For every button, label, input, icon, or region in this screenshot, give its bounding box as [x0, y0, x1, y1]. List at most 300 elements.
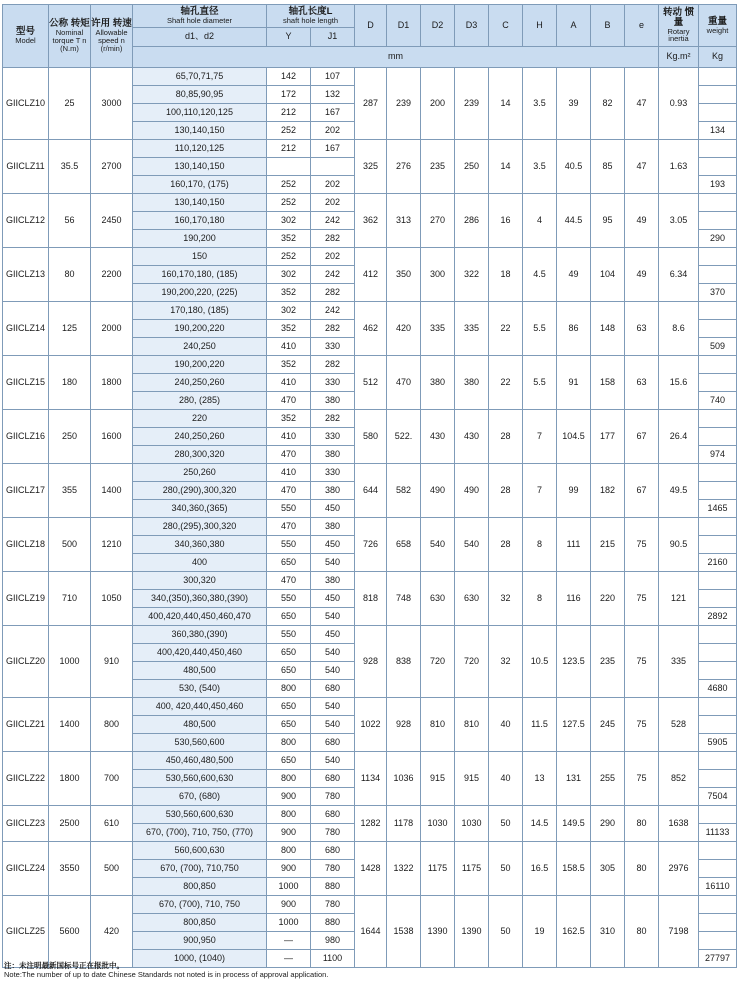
cell-len-j1 [311, 158, 355, 176]
cell-weight-empty [699, 374, 737, 392]
cell-bore-diameter: 280,(290),300,320 [133, 482, 267, 500]
cell-len-y: 410 [267, 428, 311, 446]
cell-a: 162.5 [557, 896, 591, 968]
cell-bore-diameter: 480,500 [133, 716, 267, 734]
cell-bore-diameter: 530,560,600 [133, 734, 267, 752]
table-row [3, 356, 737, 374]
cell-len-y: — [267, 950, 311, 968]
col-e: e [625, 5, 659, 47]
cell-len-j1: 540 [311, 608, 355, 626]
cell-speed: 2000 [91, 302, 133, 356]
cell-len-y: 470 [267, 392, 311, 410]
cell-d1: 420 [387, 302, 421, 356]
cell-weight-empty [699, 770, 737, 788]
cell-len-j1: 540 [311, 752, 355, 770]
cell-weight: 740 [699, 392, 737, 410]
cell-len-j1: 540 [311, 554, 355, 572]
cell-d1: 1036 [387, 752, 421, 806]
cell-c: 50 [489, 842, 523, 896]
cell-len-y: 650 [267, 662, 311, 680]
cell-d3: 335 [455, 302, 489, 356]
cell-len-y: 470 [267, 572, 311, 590]
cell-len-y: 900 [267, 788, 311, 806]
cell-weight-empty [699, 698, 737, 716]
cell-speed: 1400 [91, 464, 133, 518]
cell-model: GIICLZ11 [3, 140, 49, 194]
cell-torque: 2500 [49, 806, 91, 842]
cell-weight: 7504 [699, 788, 737, 806]
cell-a: 149.5 [557, 806, 591, 842]
cell-e: 80 [625, 896, 659, 968]
cell-d1: 350 [387, 248, 421, 302]
cell-d1: 470 [387, 356, 421, 410]
cell-len-y: 650 [267, 554, 311, 572]
cell-e: 67 [625, 464, 659, 518]
cell-model: GIICLZ10 [3, 68, 49, 140]
table-row [3, 572, 737, 590]
cell-weight-empty [699, 86, 737, 104]
col-D3: D3 [455, 5, 489, 47]
cell-d: 325 [355, 140, 387, 194]
cell-c: 40 [489, 752, 523, 806]
cell-d2: 430 [421, 410, 455, 464]
cell-weight: 5905 [699, 734, 737, 752]
unit-mm: mm [133, 47, 659, 68]
cell-torque: 500 [49, 518, 91, 572]
cell-weight-empty [699, 752, 737, 770]
cell-len-j1: 680 [311, 734, 355, 752]
table-row [3, 68, 737, 86]
cell-model: GIICLZ16 [3, 410, 49, 464]
cell-weight-empty [699, 68, 737, 86]
cell-torque: 355 [49, 464, 91, 518]
cell-len-y: 212 [267, 140, 311, 158]
cell-speed: 1050 [91, 572, 133, 626]
cell-b: 158 [591, 356, 625, 410]
cell-bore-diameter: 670, (700), 710,750 [133, 860, 267, 878]
cell-d1: 838 [387, 626, 421, 698]
cell-d3: 490 [455, 464, 489, 518]
cell-weight-empty [699, 518, 737, 536]
cell-weight-empty [699, 896, 737, 914]
cell-h: 14.5 [523, 806, 557, 842]
cell-model: GIICLZ12 [3, 194, 49, 248]
cell-d3: 322 [455, 248, 489, 302]
cell-len-j1: 540 [311, 662, 355, 680]
cell-bore-diameter: 530, (540) [133, 680, 267, 698]
cell-d2: 200 [421, 68, 455, 140]
cell-len-y: 470 [267, 518, 311, 536]
cell-len-j1: 167 [311, 104, 355, 122]
cell-len-y: 470 [267, 446, 311, 464]
cell-len-j1: 330 [311, 338, 355, 356]
cell-h: 5.5 [523, 302, 557, 356]
table-row [3, 698, 737, 716]
cell-d1: 928 [387, 698, 421, 752]
cell-weight-empty [699, 482, 737, 500]
table-row [3, 140, 737, 158]
cell-d1: 748 [387, 572, 421, 626]
cell-d: 818 [355, 572, 387, 626]
cell-len-y: 800 [267, 842, 311, 860]
cell-weight-empty [699, 644, 737, 662]
cell-d3: 250 [455, 140, 489, 194]
cell-d: 1282 [355, 806, 387, 842]
cell-weight-empty [699, 104, 737, 122]
cell-bore-diameter: 900,950 [133, 932, 267, 950]
cell-bore-diameter: 65,70,71,75 [133, 68, 267, 86]
cell-len-j1: 450 [311, 536, 355, 554]
cell-a: 49 [557, 248, 591, 302]
cell-len-j1: 780 [311, 860, 355, 878]
cell-torque: 5600 [49, 896, 91, 968]
cell-len-j1: 380 [311, 392, 355, 410]
spec-table-body [3, 68, 737, 968]
cell-b: 235 [591, 626, 625, 698]
cell-torque: 56 [49, 194, 91, 248]
cell-inertia: 1.63 [659, 140, 699, 194]
cell-bore-diameter: 190,200,220, (225) [133, 284, 267, 302]
cell-model: GIICLZ19 [3, 572, 49, 626]
cell-d: 287 [355, 68, 387, 140]
cell-e: 75 [625, 752, 659, 806]
cell-len-j1: 1100 [311, 950, 355, 968]
cell-len-y: 650 [267, 608, 311, 626]
cell-d1: 239 [387, 68, 421, 140]
cell-inertia: 121 [659, 572, 699, 626]
cell-torque: 250 [49, 410, 91, 464]
cell-model: GIICLZ22 [3, 752, 49, 806]
cell-c: 28 [489, 410, 523, 464]
table-row [3, 896, 737, 914]
cell-torque: 125 [49, 302, 91, 356]
cell-h: 10.5 [523, 626, 557, 698]
cell-len-y: 352 [267, 284, 311, 302]
cell-c: 14 [489, 140, 523, 194]
cell-inertia: 2976 [659, 842, 699, 896]
cell-len-y: 252 [267, 122, 311, 140]
cell-inertia: 8.6 [659, 302, 699, 356]
cell-bore-diameter: 250,260 [133, 464, 267, 482]
cell-bore-diameter: 670, (680) [133, 788, 267, 806]
cell-d2: 490 [421, 464, 455, 518]
cell-weight: 290 [699, 230, 737, 248]
coupling-spec-table [2, 4, 737, 968]
cell-len-j1: 680 [311, 680, 355, 698]
cell-c: 32 [489, 572, 523, 626]
cell-c: 14 [489, 68, 523, 140]
cell-len-y: 352 [267, 230, 311, 248]
cell-weight: 1465 [699, 500, 737, 518]
cell-d2: 335 [421, 302, 455, 356]
cell-torque: 35.5 [49, 140, 91, 194]
table-row [3, 842, 737, 860]
cell-b: 310 [591, 896, 625, 968]
cell-bore-diameter: 110,120,125 [133, 140, 267, 158]
cell-len-j1: 107 [311, 68, 355, 86]
cell-h: 7 [523, 410, 557, 464]
cell-weight-empty [699, 302, 737, 320]
cell-h: 3.5 [523, 140, 557, 194]
cell-len-j1: 132 [311, 86, 355, 104]
cell-len-j1: 282 [311, 230, 355, 248]
cell-len-j1: 380 [311, 482, 355, 500]
cell-a: 131 [557, 752, 591, 806]
cell-h: 3.5 [523, 68, 557, 140]
cell-len-j1: 330 [311, 374, 355, 392]
cell-len-y: 302 [267, 212, 311, 230]
cell-weight: 2892 [699, 608, 737, 626]
cell-d: 412 [355, 248, 387, 302]
cell-bore-diameter: 670, (700), 710, 750 [133, 896, 267, 914]
cell-bore-diameter: 150 [133, 248, 267, 266]
cell-b: 82 [591, 68, 625, 140]
cell-len-y: 172 [267, 86, 311, 104]
cell-torque: 180 [49, 356, 91, 410]
cell-d3: 720 [455, 626, 489, 698]
cell-a: 158.5 [557, 842, 591, 896]
cell-weight: 11133 [699, 824, 737, 842]
cell-d2: 1030 [421, 806, 455, 842]
cell-len-j1: 242 [311, 212, 355, 230]
cell-len-j1: 202 [311, 122, 355, 140]
cell-len-y: 352 [267, 410, 311, 428]
cell-d1: 582 [387, 464, 421, 518]
col-weight: 重量 weight [699, 5, 737, 47]
cell-c: 16 [489, 194, 523, 248]
cell-weight-empty [699, 464, 737, 482]
cell-d3: 630 [455, 572, 489, 626]
cell-len-y: — [267, 932, 311, 950]
cell-inertia: 26.4 [659, 410, 699, 464]
cell-d2: 235 [421, 140, 455, 194]
cell-c: 32 [489, 626, 523, 698]
cell-len-j1: 450 [311, 626, 355, 644]
cell-model: GIICLZ20 [3, 626, 49, 698]
cell-torque: 1000 [49, 626, 91, 698]
cell-model: GIICLZ17 [3, 464, 49, 518]
cell-b: 215 [591, 518, 625, 572]
cell-model: GIICLZ15 [3, 356, 49, 410]
cell-h: 7 [523, 464, 557, 518]
cell-bore-diameter: 280,300,320 [133, 446, 267, 464]
col-A: A [557, 5, 591, 47]
cell-b: 220 [591, 572, 625, 626]
cell-bore-diameter: 160,170, (175) [133, 176, 267, 194]
cell-bore-diameter: 480,500 [133, 662, 267, 680]
cell-d3: 380 [455, 356, 489, 410]
cell-h: 11.5 [523, 698, 557, 752]
cell-c: 18 [489, 248, 523, 302]
cell-inertia: 6.34 [659, 248, 699, 302]
cell-bore-diameter: 190,200,220 [133, 356, 267, 374]
cell-e: 63 [625, 302, 659, 356]
cell-len-y: 410 [267, 464, 311, 482]
cell-len-j1: 380 [311, 446, 355, 464]
cell-weight-empty [699, 860, 737, 878]
col-torque: 公称 转矩 Nominal torque T n (N.m) [49, 5, 91, 68]
cell-e: 63 [625, 356, 659, 410]
table-row [3, 302, 737, 320]
cell-len-y: 900 [267, 824, 311, 842]
cell-bore-diameter: 280, (285) [133, 392, 267, 410]
cell-bore-diameter: 340,360,380 [133, 536, 267, 554]
cell-len-y: 352 [267, 320, 311, 338]
cell-d2: 720 [421, 626, 455, 698]
cell-weight: 193 [699, 176, 737, 194]
cell-bore-diameter: 170,180, (185) [133, 302, 267, 320]
cell-model: GIICLZ14 [3, 302, 49, 356]
cell-b: 305 [591, 842, 625, 896]
cell-e: 49 [625, 248, 659, 302]
cell-d3: 915 [455, 752, 489, 806]
cell-len-y: 800 [267, 680, 311, 698]
cell-bore-diameter: 130,140,150 [133, 158, 267, 176]
cell-h: 4 [523, 194, 557, 248]
cell-weight: 27797 [699, 950, 737, 968]
cell-a: 127.5 [557, 698, 591, 752]
col-inertia: 转动 惯量 Rotary inertia [659, 5, 699, 47]
cell-speed: 420 [91, 896, 133, 968]
cell-bore-diameter: 560,600,630 [133, 842, 267, 860]
col-C: C [489, 5, 523, 47]
cell-len-j1: 330 [311, 464, 355, 482]
cell-len-j1: 680 [311, 842, 355, 860]
cell-model: GIICLZ21 [3, 698, 49, 752]
cell-speed: 2700 [91, 140, 133, 194]
cell-speed: 910 [91, 626, 133, 698]
cell-weight: 2160 [699, 554, 737, 572]
col-speed: 许用 转速 Allowable speed n (r/min) [91, 5, 133, 68]
cell-len-y: 252 [267, 176, 311, 194]
cell-e: 80 [625, 842, 659, 896]
cell-d3: 239 [455, 68, 489, 140]
cell-d1: 522. [387, 410, 421, 464]
cell-a: 116 [557, 572, 591, 626]
cell-len-y: 550 [267, 500, 311, 518]
cell-torque: 25 [49, 68, 91, 140]
cell-bore-diameter: 220 [133, 410, 267, 428]
cell-len-j1: 282 [311, 320, 355, 338]
col-bore-sub: d1、d2 [133, 28, 267, 47]
cell-d2: 300 [421, 248, 455, 302]
cell-bore-diameter: 280,(295),300,320 [133, 518, 267, 536]
cell-h: 13 [523, 752, 557, 806]
cell-bore-diameter: 130,140,150 [133, 194, 267, 212]
cell-d3: 810 [455, 698, 489, 752]
cell-bore-diameter: 160,170,180, (185) [133, 266, 267, 284]
cell-len-j1: 450 [311, 500, 355, 518]
cell-weight-empty [699, 806, 737, 824]
cell-weight-empty [699, 716, 737, 734]
cell-len-j1: 680 [311, 806, 355, 824]
cell-inertia: 3.05 [659, 194, 699, 248]
table-row [3, 248, 737, 266]
cell-inertia: 528 [659, 698, 699, 752]
cell-d3: 540 [455, 518, 489, 572]
cell-bore-diameter: 240,250 [133, 338, 267, 356]
col-D: D [355, 5, 387, 47]
cell-d2: 1390 [421, 896, 455, 968]
cell-len-y: 800 [267, 806, 311, 824]
col-D1: D1 [387, 5, 421, 47]
cell-len-y: 650 [267, 644, 311, 662]
cell-inertia: 90.5 [659, 518, 699, 572]
cell-model: GIICLZ24 [3, 842, 49, 896]
cell-weight: 974 [699, 446, 737, 464]
cell-bore-diameter: 190,200 [133, 230, 267, 248]
cell-d1: 1538 [387, 896, 421, 968]
cell-bore-diameter: 670, (700), 710, 750, (770) [133, 824, 267, 842]
cell-len-j1: 167 [311, 140, 355, 158]
cell-weight: 134 [699, 122, 737, 140]
cell-speed: 3000 [91, 68, 133, 140]
cell-bore-diameter: 160,170,180 [133, 212, 267, 230]
cell-weight-empty [699, 356, 737, 374]
cell-len-y: 1000 [267, 878, 311, 896]
cell-a: 123.5 [557, 626, 591, 698]
cell-weight: 4680 [699, 680, 737, 698]
cell-a: 39 [557, 68, 591, 140]
cell-weight-empty [699, 158, 737, 176]
cell-len-j1: 540 [311, 716, 355, 734]
cell-speed: 700 [91, 752, 133, 806]
cell-bore-diameter: 1000, (1040) [133, 950, 267, 968]
cell-d1: 1322 [387, 842, 421, 896]
cell-e: 67 [625, 410, 659, 464]
cell-weight-empty [699, 590, 737, 608]
cell-weight-empty [699, 212, 737, 230]
cell-speed: 500 [91, 842, 133, 896]
cell-b: 95 [591, 194, 625, 248]
cell-b: 148 [591, 302, 625, 356]
cell-bore-diameter: 190,200,220 [133, 320, 267, 338]
cell-len-y: 900 [267, 860, 311, 878]
cell-len-j1: 202 [311, 248, 355, 266]
cell-len-y: 410 [267, 374, 311, 392]
cell-len-y: 650 [267, 716, 311, 734]
cell-b: 177 [591, 410, 625, 464]
cell-a: 99 [557, 464, 591, 518]
cell-len-y [267, 158, 311, 176]
cell-weight-empty [699, 626, 737, 644]
cell-c: 22 [489, 356, 523, 410]
cell-inertia: 49.5 [659, 464, 699, 518]
cell-len-j1: 780 [311, 788, 355, 806]
cell-torque: 710 [49, 572, 91, 626]
cell-len-j1: 880 [311, 878, 355, 896]
cell-d3: 1030 [455, 806, 489, 842]
cell-b: 182 [591, 464, 625, 518]
cell-weight-empty [699, 194, 737, 212]
cell-speed: 2450 [91, 194, 133, 248]
cell-d1: 1178 [387, 806, 421, 842]
cell-weight-empty [699, 248, 737, 266]
cell-bore-diameter: 800,850 [133, 914, 267, 932]
cell-len-j1: 880 [311, 914, 355, 932]
cell-len-j1: 380 [311, 572, 355, 590]
cell-len-y: 650 [267, 698, 311, 716]
cell-len-j1: 242 [311, 302, 355, 320]
cell-e: 75 [625, 698, 659, 752]
cell-bore-diameter: 130,140,150 [133, 122, 267, 140]
cell-e: 47 [625, 68, 659, 140]
cell-h: 8 [523, 518, 557, 572]
cell-d: 644 [355, 464, 387, 518]
cell-h: 8 [523, 572, 557, 626]
cell-weight-empty [699, 842, 737, 860]
cell-d2: 380 [421, 356, 455, 410]
